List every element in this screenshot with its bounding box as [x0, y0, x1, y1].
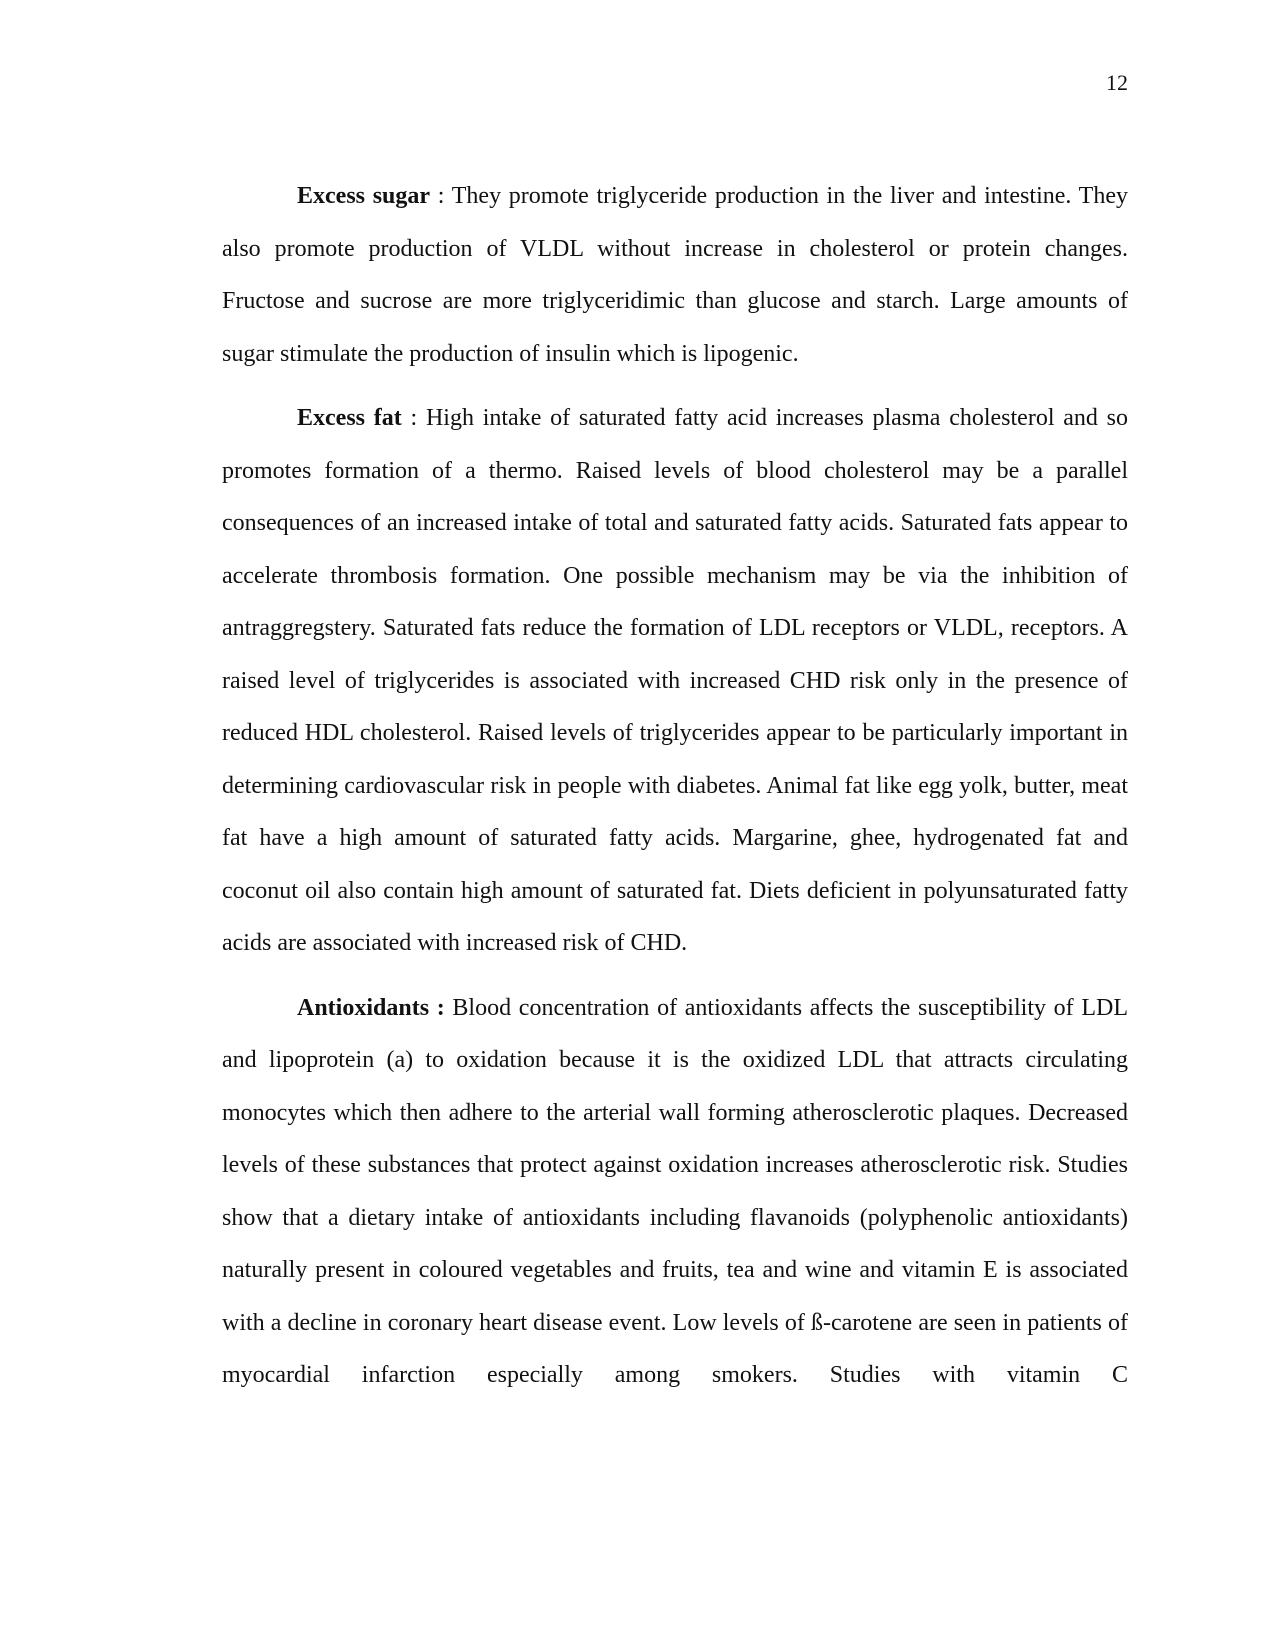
paragraph-excess-fat [222, 392, 1128, 970]
paragraph-antioxidants [222, 982, 1128, 1402]
heading-separator: : [430, 183, 452, 209]
paragraph-excess-sugar [222, 170, 1128, 380]
document-body [222, 170, 1128, 1414]
heading-separator: : [401, 405, 426, 431]
paragraph-heading: Excess fat [297, 405, 402, 431]
paragraph-text: Blood concentration of antioxidants affects the susceptibility of LDL and lipoprotein (a) to oxidation because it is the oxidized LDL that attracts circulating monocytes which then adhere to the arterial wall forming atherosclerotic plaques. Decreased levels of these substances that protect against oxidation increases atherosclerotic risk. Studies show that a dietary intake of antioxidants including flavanoids (polyphenolic antioxidants) naturally present in coloured vegetables and fruits, tea and wine and vitamin E is associated with a decline in coronary heart disease event. Low levels of ß-carotene are seen in patients of myocardial infarction especially among smokers. Studies with vitamin C [222, 994, 1129, 1388]
paragraph-heading: Excess sugar [297, 183, 431, 209]
page-number: 12 [1106, 70, 1128, 95]
paragraph-heading: Antioxidants : [297, 994, 445, 1021]
paragraph-text: They promote triglyceride production in the liver and intestine. They also promote production of VLDL without increase in cholesterol or protein changes. Fructose and sucrose are more triglyceridimic than glucose and starch. Large amounts of sugar stimulate the production of insulin which is lipogenic. [222, 183, 1128, 367]
paragraph-text: High intake of saturated fatty acid increases plasma cholesterol and so promotes formation of a thermo. Raised levels of blood cholesterol may be a parallel consequences of an increased intake of total and saturated fatty acids. Saturated fats appear to accelerate thrombosis formation. One possible mechanism may be via the inhibition of antraggregstery. Saturated fats reduce the formation of LDL receptors or VLDL, receptors. A raised level of triglycerides is associated with increased CHD risk only in the presence of reduced HDL cholesterol. Raised levels of triglycerides appear to be particularly important in determining cardiovascular risk in people with diabetes. Animal fat like egg yolk, butter, meat fat have a high amount of saturated fatty acids. Margarine, ghee, hydrogenated fat and coconut oil also contain high amount of saturated fat. Diets deficient in polyunsaturated fatty acids are associated with increased risk of CHD. [222, 405, 1128, 956]
